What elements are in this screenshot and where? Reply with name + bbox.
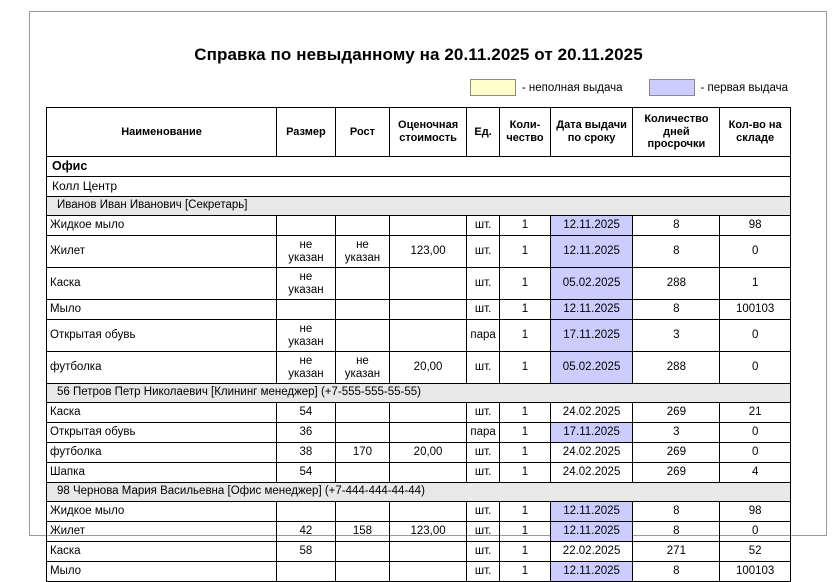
table-row (47, 423, 791, 443)
cell-height (335, 216, 390, 236)
employee-row (47, 384, 791, 403)
first-issue-swatch (649, 79, 695, 96)
cell-item-name: футболка (47, 352, 277, 384)
cell-stock: 52 (720, 542, 791, 562)
cell-item-name: Жилет (47, 236, 277, 268)
table-row (47, 403, 791, 423)
document-content (29, 11, 808, 582)
cell-stock: 98 (720, 216, 791, 236)
cell-overdue-days: 8 (633, 216, 720, 236)
cell-cost (390, 300, 467, 320)
cell-due-date: 17.11.2025 (550, 320, 633, 352)
cell-overdue-days: 8 (633, 522, 720, 542)
cell-cost (390, 562, 467, 582)
cell-unit: шт. (466, 542, 499, 562)
cell-unit: шт. (466, 502, 499, 522)
cell-quantity: 1 (500, 522, 550, 542)
cell-overdue-days: 3 (633, 423, 720, 443)
table-body (47, 157, 791, 582)
table-row (47, 216, 791, 236)
cell-item-name: Открытая обувь (47, 423, 277, 443)
cell-due-date: 05.02.2025 (550, 352, 633, 384)
cell-due-date: 12.11.2025 (550, 216, 633, 236)
cell-size: не указан (277, 236, 336, 268)
cell-stock: 100103 (720, 300, 791, 320)
cell-quantity: 1 (500, 216, 550, 236)
cell-unit: шт. (466, 236, 499, 268)
employee-label: 56 Петров Петр Николаевич [Клининг менеджер] (+7-555-555-55-55) (47, 384, 791, 403)
cell-height: 158 (335, 522, 390, 542)
cell-due-date: 24.02.2025 (550, 443, 633, 463)
cell-quantity: 1 (500, 300, 550, 320)
cell-cost (390, 423, 467, 443)
cell-item-name: Каска (47, 542, 277, 562)
legend (29, 79, 788, 96)
employee-label: Иванов Иван Иванович [Секретарь] (47, 197, 791, 216)
table-row (47, 236, 791, 268)
cell-overdue-days: 3 (633, 320, 720, 352)
cell-item-name: Открытая обувь (47, 320, 277, 352)
col-header-name: Наименование (47, 108, 277, 157)
cell-height (335, 463, 390, 483)
cell-quantity: 1 (500, 403, 550, 423)
cell-unit: шт. (466, 216, 499, 236)
cell-unit: пара (466, 423, 499, 443)
cell-due-date: 17.11.2025 (550, 423, 633, 443)
cell-stock: 0 (720, 522, 791, 542)
partial-issue-swatch (470, 79, 516, 96)
cell-due-date: 24.02.2025 (550, 463, 633, 483)
cell-size (277, 216, 336, 236)
col-header-due-date: Дата выдачи по сроку (550, 108, 633, 157)
employee-label: 98 Чернова Мария Васильевна [Офис менеджер] (+7-444-444-44-44) (47, 483, 791, 502)
page-title: Справка по невыданному на 20.11.2025 от 20.11.2025 (194, 45, 643, 64)
cell-size (277, 562, 336, 582)
cell-overdue-days: 8 (633, 300, 720, 320)
table-row (47, 300, 791, 320)
cell-unit: шт. (466, 268, 499, 300)
table-row (47, 268, 791, 300)
table-row (47, 522, 791, 542)
cell-quantity: 1 (500, 423, 550, 443)
cell-size: 36 (277, 423, 336, 443)
cell-cost: 123,00 (390, 236, 467, 268)
cell-cost (390, 463, 467, 483)
cell-height (335, 300, 390, 320)
cell-unit: шт. (466, 403, 499, 423)
employee-row (47, 197, 791, 216)
cell-stock: 0 (720, 236, 791, 268)
cell-unit: шт. (466, 300, 499, 320)
cell-item-name: Мыло (47, 562, 277, 582)
col-header-unit: Ед. (466, 108, 499, 157)
cell-item-name: Жилет (47, 522, 277, 542)
cell-unit: шт. (466, 443, 499, 463)
legend-item-first (649, 79, 788, 96)
cell-due-date: 12.11.2025 (550, 236, 633, 268)
cell-height (335, 542, 390, 562)
cell-due-date: 12.11.2025 (550, 300, 633, 320)
cell-size: 58 (277, 542, 336, 562)
cell-quantity: 1 (500, 320, 550, 352)
cell-cost (390, 502, 467, 522)
cell-item-name: Шапка (47, 463, 277, 483)
cell-unit: шт. (466, 463, 499, 483)
cell-stock: 0 (720, 320, 791, 352)
cell-stock: 98 (720, 502, 791, 522)
cell-quantity: 1 (500, 502, 550, 522)
subdivision-row (47, 177, 791, 197)
cell-size: не указан (277, 352, 336, 384)
cell-quantity: 1 (500, 352, 550, 384)
cell-due-date: 22.02.2025 (550, 542, 633, 562)
cell-item-name: футболка (47, 443, 277, 463)
cell-size (277, 502, 336, 522)
cell-height (335, 502, 390, 522)
table-row (47, 463, 791, 483)
table-header (47, 108, 791, 157)
col-header-height: Рост (335, 108, 390, 157)
cell-item-name: Жидкое мыло (47, 502, 277, 522)
cell-stock: 4 (720, 463, 791, 483)
cell-overdue-days: 269 (633, 403, 720, 423)
cell-overdue-days: 271 (633, 542, 720, 562)
cell-stock: 0 (720, 443, 791, 463)
cell-overdue-days: 8 (633, 562, 720, 582)
cell-cost: 20,00 (390, 352, 467, 384)
col-header-overdue-days: Количество дней просрочки (633, 108, 720, 157)
cell-size: 54 (277, 463, 336, 483)
cell-stock: 0 (720, 423, 791, 443)
cell-due-date: 12.11.2025 (550, 522, 633, 542)
table-row (47, 443, 791, 463)
cell-item-name: Каска (47, 268, 277, 300)
cell-overdue-days: 8 (633, 502, 720, 522)
cell-stock: 100103 (720, 562, 791, 582)
cell-due-date: 12.11.2025 (550, 502, 633, 522)
cell-height: не указан (335, 352, 390, 384)
cell-quantity: 1 (500, 562, 550, 582)
cell-due-date: 12.11.2025 (550, 562, 633, 582)
report-table (46, 107, 791, 582)
cell-due-date: 24.02.2025 (550, 403, 633, 423)
department-label: Офис (47, 157, 791, 177)
cell-size: не указан (277, 320, 336, 352)
col-header-quantity: Коли-чество (500, 108, 550, 157)
cell-quantity: 1 (500, 443, 550, 463)
cell-quantity: 1 (500, 268, 550, 300)
cell-item-name: Каска (47, 403, 277, 423)
cell-size: 42 (277, 522, 336, 542)
department-row (47, 157, 791, 177)
cell-height (335, 423, 390, 443)
table-row (47, 542, 791, 562)
cell-cost: 123,00 (390, 522, 467, 542)
cell-size: не указан (277, 268, 336, 300)
cell-cost: 20,00 (390, 443, 467, 463)
cell-stock: 0 (720, 352, 791, 384)
table-row (47, 352, 791, 384)
cell-height (335, 562, 390, 582)
cell-unit: пара (466, 320, 499, 352)
legend-label-first: - первая выдача (700, 81, 788, 94)
cell-item-name: Жидкое мыло (47, 216, 277, 236)
cell-overdue-days: 288 (633, 268, 720, 300)
table-row (47, 502, 791, 522)
subdivision-label: Колл Центр (47, 177, 791, 197)
cell-cost (390, 403, 467, 423)
cell-quantity: 1 (500, 463, 550, 483)
cell-item-name: Мыло (47, 300, 277, 320)
header-row (47, 108, 791, 157)
cell-stock: 21 (720, 403, 791, 423)
col-header-cost: Оценочная стоимость (390, 108, 467, 157)
table-row (47, 562, 791, 582)
table-row (47, 320, 791, 352)
cell-height (335, 403, 390, 423)
cell-overdue-days: 8 (633, 236, 720, 268)
cell-unit: шт. (466, 522, 499, 542)
legend-label-partial: - неполная выдача (521, 81, 623, 94)
cell-quantity: 1 (500, 542, 550, 562)
cell-size: 38 (277, 443, 336, 463)
cell-height: не указан (335, 236, 390, 268)
cell-size: 54 (277, 403, 336, 423)
cell-unit: шт. (466, 562, 499, 582)
cell-cost (390, 268, 467, 300)
cell-overdue-days: 288 (633, 352, 720, 384)
cell-height (335, 268, 390, 300)
cell-cost (390, 320, 467, 352)
cell-height: 170 (335, 443, 390, 463)
cell-due-date: 05.02.2025 (550, 268, 633, 300)
legend-item-partial (470, 79, 623, 96)
cell-quantity: 1 (500, 236, 550, 268)
cell-overdue-days: 269 (633, 463, 720, 483)
cell-cost (390, 216, 467, 236)
cell-cost (390, 542, 467, 562)
cell-overdue-days: 269 (633, 443, 720, 463)
cell-stock: 1 (720, 268, 791, 300)
cell-size (277, 300, 336, 320)
employee-row (47, 483, 791, 502)
col-header-stock: Кол-во на складе (720, 108, 791, 157)
cell-unit: шт. (466, 352, 499, 384)
cell-height (335, 320, 390, 352)
col-header-size: Размер (277, 108, 336, 157)
